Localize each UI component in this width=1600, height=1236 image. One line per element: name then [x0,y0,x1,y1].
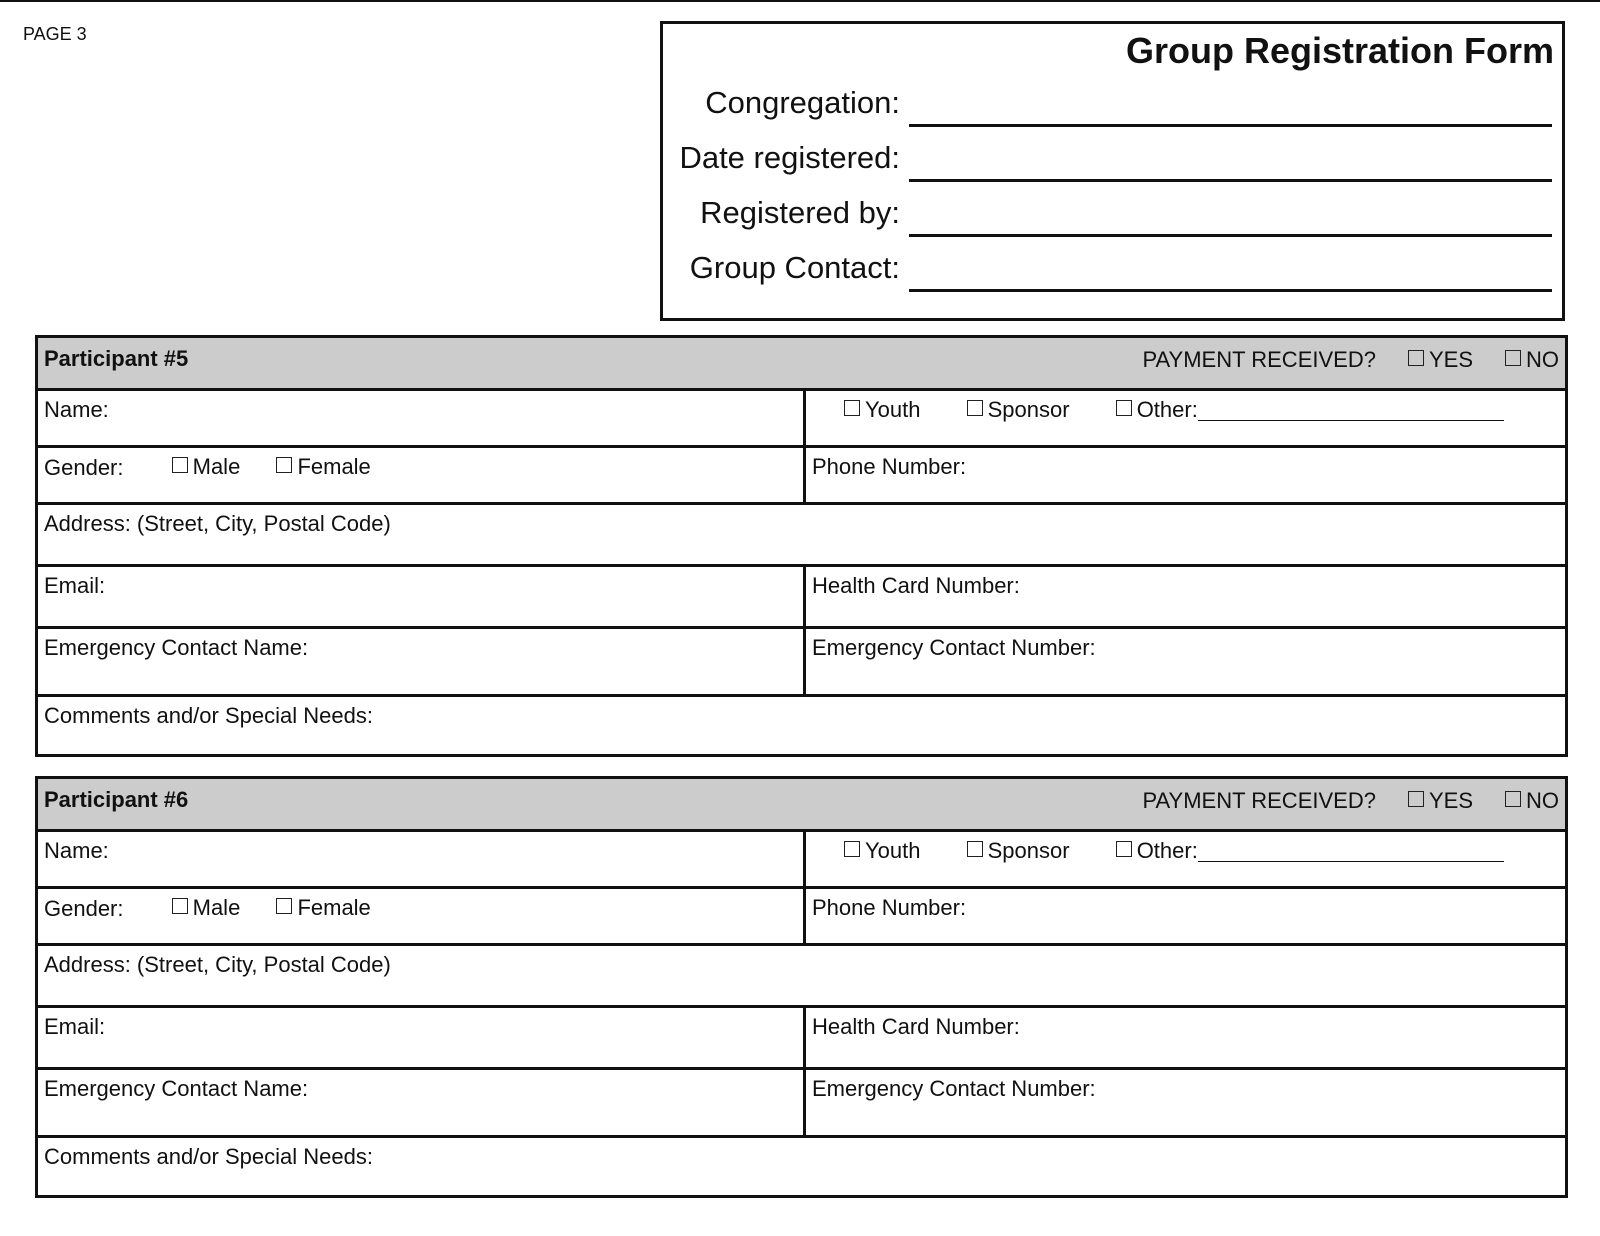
email-health-row [38,1005,1565,1067]
payment-no-option[interactable] [1505,788,1559,814]
congregation-label: Congregation: [705,85,900,120]
payment-label: PAYMENT RECEIVED? [1142,788,1376,813]
group-contact-row [663,252,1562,292]
youth-option[interactable] [844,397,920,423]
group-contact-label: Group Contact: [689,250,900,285]
emergency-contact-number-field[interactable] [806,629,1565,694]
page-number: PAGE 3 [23,24,87,44]
gender-field [38,889,806,943]
name-row [38,829,1565,886]
payment-yes-label: YES [1428,788,1473,813]
emergency-contact-number-label: Emergency Contact Number: [812,635,1096,660]
sponsor-label: Sponsor [987,397,1070,422]
comments-row [38,1135,1565,1195]
payment-no-label: NO [1526,347,1559,372]
form-title: Group Registration Form [1125,30,1554,71]
participant-5-section [35,335,1568,757]
female-option[interactable] [276,454,370,480]
address-field[interactable] [38,505,1565,564]
participant-type [806,832,1565,886]
phone-label: Phone Number: [812,454,967,479]
payment-yes-option[interactable] [1408,347,1473,373]
phone-field[interactable] [806,448,1565,502]
address-label: Address: (Street, City, Postal Code) [44,952,391,977]
name-field[interactable] [38,391,806,445]
comments-label: Comments and/or Special Needs: [44,1144,373,1169]
payment-no-option[interactable] [1505,347,1559,373]
gender-label: Gender: [44,455,124,480]
gender-label: Gender: [44,896,124,921]
checkbox-icon[interactable] [1408,791,1424,807]
checkbox-icon[interactable] [172,898,188,914]
emergency-contact-name-field[interactable] [38,1070,806,1135]
female-option[interactable] [276,895,370,921]
payment-received [1142,779,1565,814]
participant-type [806,391,1565,445]
health-card-field[interactable] [806,567,1565,626]
female-label: Female [297,895,371,920]
male-option[interactable] [172,454,241,480]
date-registered-field[interactable] [909,179,1552,182]
comments-label: Comments and/or Special Needs: [44,703,373,728]
email-label: Email: [44,1014,106,1039]
congregation-row [663,87,1562,127]
participant-header [38,338,1565,388]
name-row [38,388,1565,445]
male-label: Male [192,895,241,920]
emergency-contact-name-field[interactable] [38,629,806,694]
payment-yes-option[interactable] [1408,788,1473,814]
payment-received [1142,338,1565,373]
other-field[interactable] [1198,841,1504,862]
email-health-row [38,564,1565,626]
sponsor-label: Sponsor [987,838,1070,863]
sponsor-option[interactable] [967,397,1070,423]
male-option[interactable] [172,895,241,921]
male-label: Male [192,454,241,479]
date-registered-row [663,142,1562,182]
payment-label: PAYMENT RECEIVED? [1142,347,1376,372]
checkbox-icon[interactable] [172,457,188,473]
registered-by-row [663,197,1562,237]
gender-field [38,448,806,502]
participant-title: Participant #6 [44,787,189,812]
other-label: Other: [1136,397,1198,422]
registration-header-box [660,21,1565,321]
health-card-label: Health Card Number: [812,573,1020,598]
payment-yes-label: YES [1428,347,1473,372]
congregation-field[interactable] [909,124,1552,127]
gender-phone-row [38,886,1565,943]
other-label: Other: [1136,838,1198,863]
date-registered-label: Date registered: [679,140,900,175]
checkbox-icon[interactable] [844,841,860,857]
registered-by-label: Registered by: [700,195,900,230]
youth-label: Youth [865,397,921,422]
checkbox-icon[interactable] [1116,400,1132,416]
group-contact-field[interactable] [909,289,1552,292]
address-row [38,502,1565,564]
name-label: Name: [44,838,109,863]
youth-option[interactable] [844,838,920,864]
phone-label: Phone Number: [812,895,967,920]
participant-6-section [35,776,1568,1198]
checkbox-icon[interactable] [1408,350,1424,366]
email-label: Email: [44,573,106,598]
health-card-field[interactable] [806,1008,1565,1067]
comments-field[interactable] [38,697,1565,754]
payment-no-label: NO [1526,788,1559,813]
emergency-contact-number-field[interactable] [806,1070,1565,1135]
address-row [38,943,1565,1005]
registered-by-field[interactable] [909,234,1552,237]
emergency-contact-name-label: Emergency Contact Name: [44,635,309,660]
female-label: Female [297,454,371,479]
checkbox-icon[interactable] [844,400,860,416]
health-card-label: Health Card Number: [812,1014,1020,1039]
email-field[interactable] [38,1008,806,1067]
gender-phone-row [38,445,1565,502]
email-field[interactable] [38,567,806,626]
emergency-contact-number-label: Emergency Contact Number: [812,1076,1096,1101]
checkbox-icon[interactable] [276,898,292,914]
other-field[interactable] [1198,400,1504,421]
checkbox-icon[interactable] [967,400,983,416]
address-field[interactable] [38,946,1565,1005]
participant-title: Participant #5 [44,346,189,371]
name-field[interactable] [38,832,806,886]
other-option[interactable] [1116,397,1504,423]
emergency-row [38,1067,1565,1135]
comments-row [38,694,1565,754]
checkbox-icon[interactable] [276,457,292,473]
emergency-contact-name-label: Emergency Contact Name: [44,1076,309,1101]
comments-field[interactable] [38,1138,1565,1195]
participant-header [38,779,1565,829]
phone-field[interactable] [806,889,1565,943]
youth-label: Youth [865,838,921,863]
name-label: Name: [44,397,109,422]
other-option[interactable] [1116,838,1504,864]
checkbox-icon[interactable] [1116,841,1132,857]
address-label: Address: (Street, City, Postal Code) [44,511,391,536]
sponsor-option[interactable] [967,838,1070,864]
page-top-rule [0,0,1600,2]
checkbox-icon[interactable] [1505,791,1521,807]
checkbox-icon[interactable] [1505,350,1521,366]
emergency-row [38,626,1565,694]
checkbox-icon[interactable] [967,841,983,857]
